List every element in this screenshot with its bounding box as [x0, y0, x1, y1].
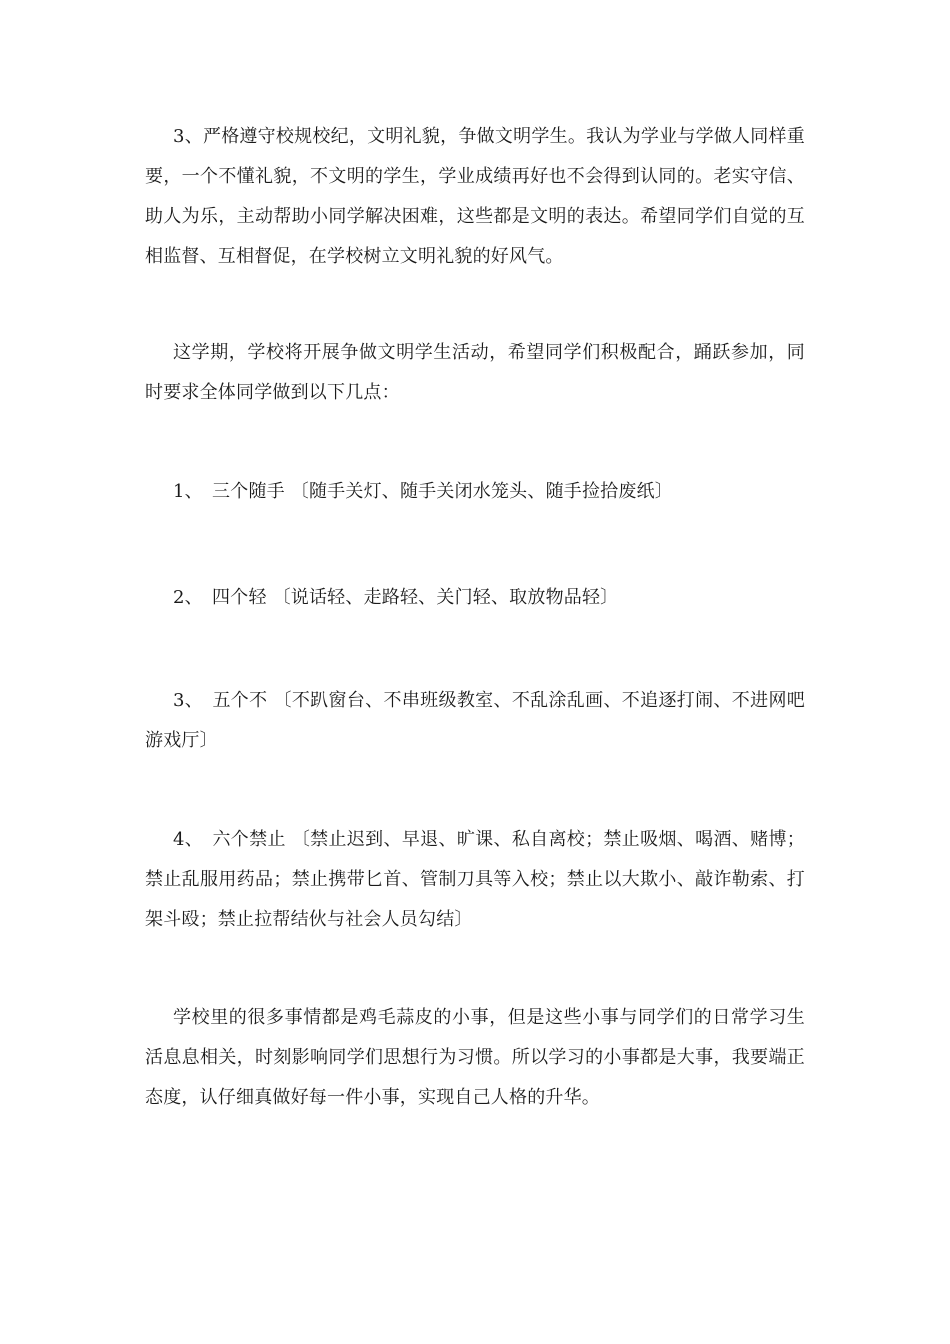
paragraph-rule-3-courtesy: 3、严格遵守校规校纪，文明礼貌，争做文明学生。我认为学业与学做人同样重要，一个不懂礼貌，不文明的学生，学业成绩再好也不会得到认同的。老实守信、助人为乐，主动帮助小同学解决困难，这些都是文明的表达。希望同学们自觉的互相监督、互相督促，在学校树立文明礼貌的好风气。	[145, 126, 805, 267]
paragraph-conclusion: 学校里的很多事情都是鸡毛蒜皮的小事，但是这些小事与同学们的日常学习生活息息相关，时刻影响同学们思想行为习惯。所以学习的小事都是大事，我要端正态度，认仔细真做好每一件小事，实现自己人格的升华。	[145, 1007, 805, 1108]
list-item-three-handy: 1、 三个随手 〔随手关灯、随手关闭水笼头、随手捡拾废纸〕	[173, 481, 673, 502]
list-item-six-prohibitions: 4、 六个禁止 〔禁止迟到、早退、旷课、私自离校；禁止吸烟、喝酒、赌博；禁止乱服用药品；禁止携带匕首、管制刀具等入校；禁止以大欺小、敲诈勒索、打架斗殴；禁止拉帮结伙与社会人员勾结〕	[145, 829, 805, 930]
list-item-five-nots: 3、 五个不 〔不趴窗台、不串班级教室、不乱涂乱画、不追逐打闹、不进网吧游戏厅〕	[145, 690, 805, 751]
paragraph-semester-activity: 这学期，学校将开展争做文明学生活动，希望同学们积极配合，踊跃参加，同时要求全体同学做到以下几点：	[145, 342, 805, 403]
list-item-four-quiet: 2、 四个轻 〔说话轻、走路轻、关门轻、取放物品轻〕	[173, 587, 619, 608]
